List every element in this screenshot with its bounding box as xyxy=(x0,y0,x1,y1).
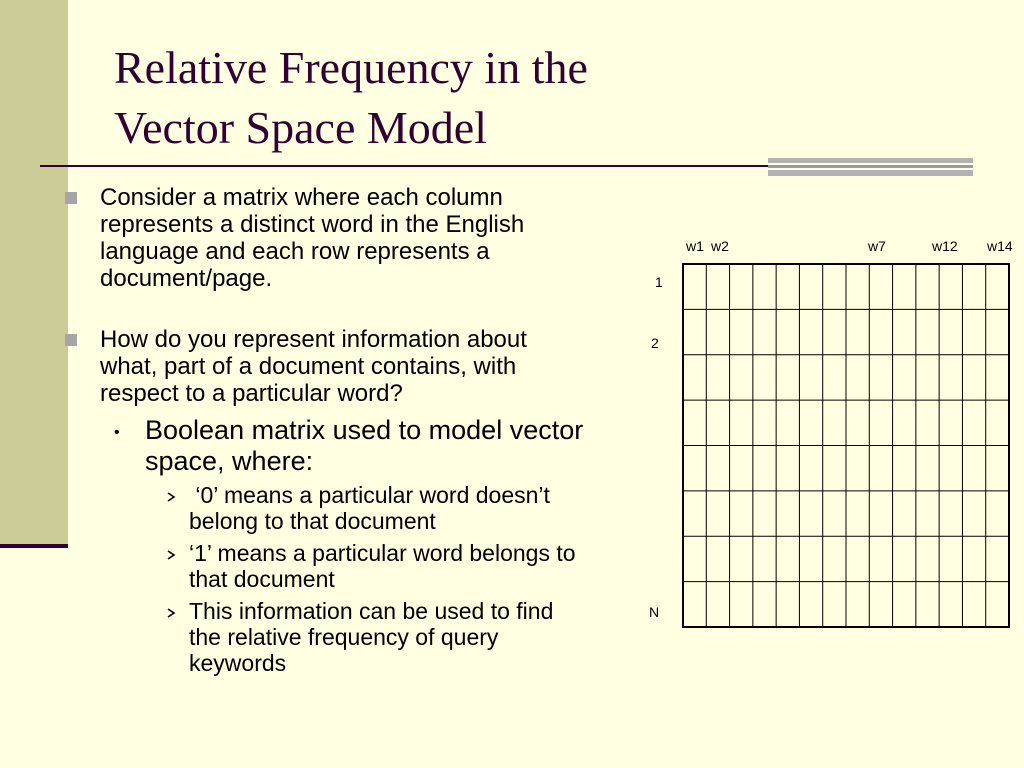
matrix-column-label: w14 xyxy=(987,238,1013,254)
sub-sub-bullet-line: that document xyxy=(189,566,335,592)
sub-sub-bullet-line: This information can be used to find xyxy=(189,598,554,624)
square-bullet-icon xyxy=(65,192,77,204)
sub-sub-bullet-line: ‘0’ means a particular word doesn’t xyxy=(189,482,550,508)
slide-title-line-2: Vector Space Model xyxy=(114,102,487,153)
sub-sub-bullet-1 xyxy=(189,482,659,534)
sub-sub-bullet-line: the relative frequency of query xyxy=(189,624,499,650)
sub-sub-bullet-line: keywords xyxy=(189,650,287,676)
sub-bullet-line: Boolean matrix used to model vector xyxy=(145,415,584,445)
matrix-row-label: 2 xyxy=(651,335,659,351)
bullet-2-line: respect to a particular word? xyxy=(100,380,403,407)
arrowhead-bullet-icon xyxy=(164,545,180,565)
matrix-column-label: w7 xyxy=(868,238,886,254)
bullet-1-line: document/page. xyxy=(100,265,273,292)
arrowhead-bullet-icon xyxy=(164,487,180,507)
boolean-matrix-grid xyxy=(682,263,1010,628)
sub-sub-bullet-2 xyxy=(189,540,659,592)
bullet-1-line: Consider a matrix where each column xyxy=(100,184,503,211)
left-accent-rule xyxy=(0,544,68,548)
left-accent-bar xyxy=(0,0,68,548)
dot-bullet-icon: • xyxy=(114,424,120,441)
bullet-2-line: what, part of a document contains, with xyxy=(100,353,517,380)
matrix-row-label: 1 xyxy=(655,274,663,290)
sub-sub-bullet-line: belong to that document xyxy=(189,508,436,534)
matrix-column-label: w2 xyxy=(711,238,729,254)
sub-sub-bullet-line: ‘1’ means a particular word belongs to xyxy=(189,540,576,566)
square-bullet-icon xyxy=(65,334,77,346)
slide-title-line-1: Relative Frequency in the xyxy=(114,42,588,93)
bullet-2 xyxy=(100,326,620,407)
header-accent-stripes xyxy=(768,158,973,178)
title-underline xyxy=(40,165,770,167)
bullet-1-line: language and each row represents a xyxy=(100,238,490,265)
matrix-column-label: w1 xyxy=(686,238,704,254)
bullet-1-line: represents a distinct word in the English xyxy=(100,211,525,238)
sub-sub-bullet-3 xyxy=(189,598,659,676)
bullet-2-line: How do you represent information about xyxy=(100,326,527,353)
matrix-grid-lines xyxy=(683,264,1009,627)
sub-bullet-line: space, where: xyxy=(145,446,314,476)
matrix-row-label: N xyxy=(649,604,660,620)
sub-bullet xyxy=(145,415,665,477)
matrix-column-label: w12 xyxy=(932,238,958,254)
arrowhead-bullet-icon xyxy=(164,603,180,623)
bullet-1 xyxy=(100,184,620,292)
slide-title xyxy=(114,38,588,158)
